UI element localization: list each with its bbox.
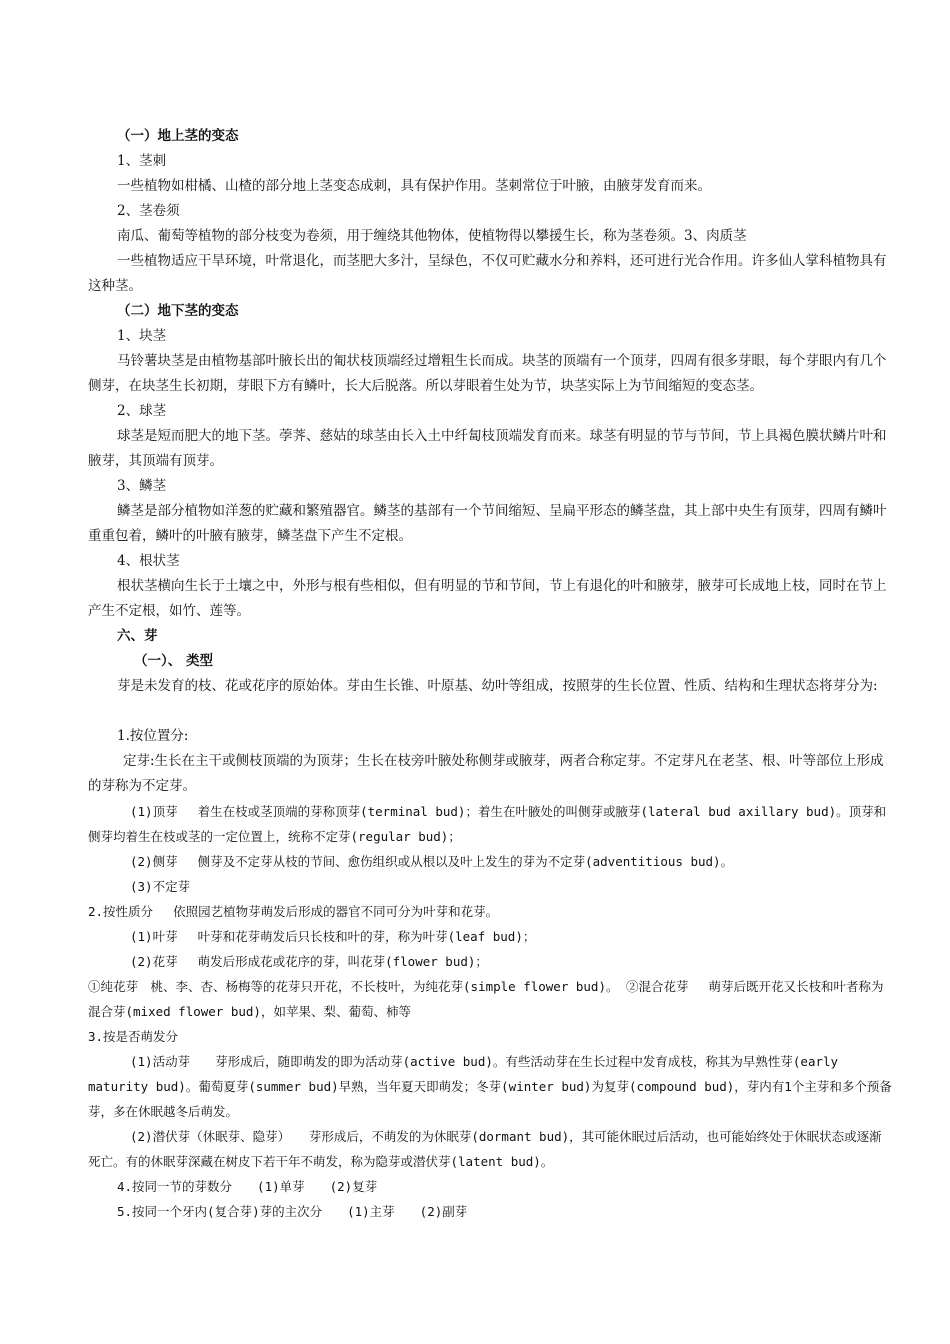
- paragraph: (2)潜伏芽（休眠芽、隐芽） 芽形成后，不萌发的为休眠芽(dormant bud)，其可能休眠过后活动，也可能始终处于休眠状态或逐渐死亡。有的休眠芽深藏在树皮下若干年不萌发，称为隐芽或潜伏芽(latent bud)。: [88, 1129, 882, 1169]
- subsection-title: 3、鳞茎: [117, 478, 167, 494]
- paragraph: 5.按同一个牙内(复合芽)芽的主次分 (1)主芽 (2)副芽: [117, 1204, 468, 1219]
- subsection-title: 1.按位置分:: [117, 728, 189, 744]
- subsection-title: 1、块茎: [117, 328, 167, 344]
- subsection-heading: （一）、 类型: [134, 653, 213, 669]
- section-heading: （一）地上茎的变态: [117, 128, 239, 144]
- paragraph: (2)花芽 萌发后形成花或花序的芽，叫花芽(flower bud)；: [130, 954, 488, 969]
- paragraph: (3)不定芽: [130, 879, 191, 894]
- section-heading: （二）地下茎的变态: [117, 303, 239, 319]
- paragraph: 一些植物适应干旱环境，叶常退化，而茎肥大多汁，呈绿色，不仅可贮藏水分和养料，还可进行光合作用。许多仙人掌科植物具有这种茎。: [88, 253, 887, 294]
- paragraph: (1)顶芽 着生在枝或茎顶端的芽称顶芽(terminal bud)；着生在叶腋处的叫侧芽或腋芽(lateral bud axillary bud)。顶芽和侧芽均着生在枝或茎的一定位置上，统称不定芽(regular bud)；: [88, 804, 887, 844]
- paragraph: 3.按是否萌发分: [88, 1029, 179, 1044]
- paragraph: 鳞茎是部分植物如洋葱的贮藏和繁殖器官。鳞茎的基部有一个节间缩短、呈扁平形态的鳞茎盘，其上部中央生有顶芽，四周有鳞叶重重包着，鳞叶的叶腋有腋芽，鳞茎盘下产生不定根。: [88, 503, 887, 544]
- paragraph: (2)侧芽 侧芽及不定芽从枝的节间、愈伤组织或从根以及叶上发生的芽为不定芽(adventitious bud)。: [130, 854, 734, 869]
- paragraph: 南瓜、葡萄等植物的部分枝变为卷须，用于缠绕其他物体，使植物得以攀援生长，称为茎卷须。3、肉质茎: [117, 228, 747, 244]
- paragraph: (1)叶芽 叶芽和花芽萌发后只长枝和叶的芽，称为叶芽(leaf bud)；: [130, 929, 536, 944]
- subsection-title: 2、球茎: [117, 403, 167, 419]
- paragraph: 定芽:生长在主干或侧枝顶端的为顶芽；生长在枝旁叶腋处称侧芽或腋芽，两者合称定芽。不定芽凡在老茎、根、叶等部位上形成的芽称为不定芽。: [88, 753, 884, 794]
- paragraph: 一些植物如柑橘、山楂的部分地上茎变态成刺，具有保护作用。茎刺常位于叶腋，由腋芽发育而来。: [117, 178, 711, 194]
- paragraph: 2.按性质分 依照园艺植物芽萌发后形成的器官不同可分为叶芽和花芽。: [88, 904, 499, 919]
- paragraph: 马铃薯块茎是由植物基部叶腋长出的匍状枝顶端经过增粗生长而成。块茎的顶端有一个顶芽，四周有很多芽眼，每个芽眼内有几个侧芽，在块茎生长初期，芽眼下方有鳞叶，长大后脱落。所以芽眼着生处为节，块茎实际上为节间缩短的变态茎。: [88, 353, 887, 394]
- subsection-title: 4、根状茎: [117, 553, 180, 569]
- paragraph: 4.按同一节的芽数分 (1)单芽 (2)复芽: [117, 1179, 378, 1194]
- paragraph: 芽是未发育的枝、花或花序的原始体。芽由生长锥、叶原基、幼叶等组成，按照芽的生长位置、性质、结构和生理状态将芽分为:: [117, 678, 878, 694]
- section-heading: 六、芽: [117, 628, 158, 644]
- paragraph: 球茎是短而肥大的地下茎。荸荠、慈姑的球茎由长入土中纤匐枝顶端发育而来。球茎有明显的节与节间，节上具褐色膜状鳞片叶和腋芽，其顶端有顶芽。: [88, 428, 887, 469]
- paragraph: (1)活动芽 芽形成后，随即萌发的即为活动芽(active bud)。有些活动芽在生长过程中发育成枝，称其为早熟性芽(early maturity bud)。葡萄夏芽(summer bud)早熟，当年夏天即萌发；冬芽(winter bud)为复芽(compound bud)，芽内有1个主芽和多个预备芽，多在休眠越冬后萌发。: [88, 1054, 892, 1119]
- paragraph: ①纯花芽 桃、李、杏、杨梅等的花芽只开花，不长枝叶，为纯花芽(simple flower bud)。 ②混合花芽 萌芽后既开花又长枝和叶者称为混合芽(mixed flower bud)，如苹果、梨、葡萄、柿等: [88, 979, 884, 1019]
- subsection-title: 1、茎刺: [117, 153, 167, 169]
- paragraph: 根状茎横向生长于土壤之中，外形与根有些相似，但有明显的节和节间，节上有退化的叶和腋芽，腋芽可长成地上枝，同时在节上产生不定根，如竹、莲等。: [88, 578, 887, 619]
- subsection-title: 2、茎卷须: [117, 203, 180, 219]
